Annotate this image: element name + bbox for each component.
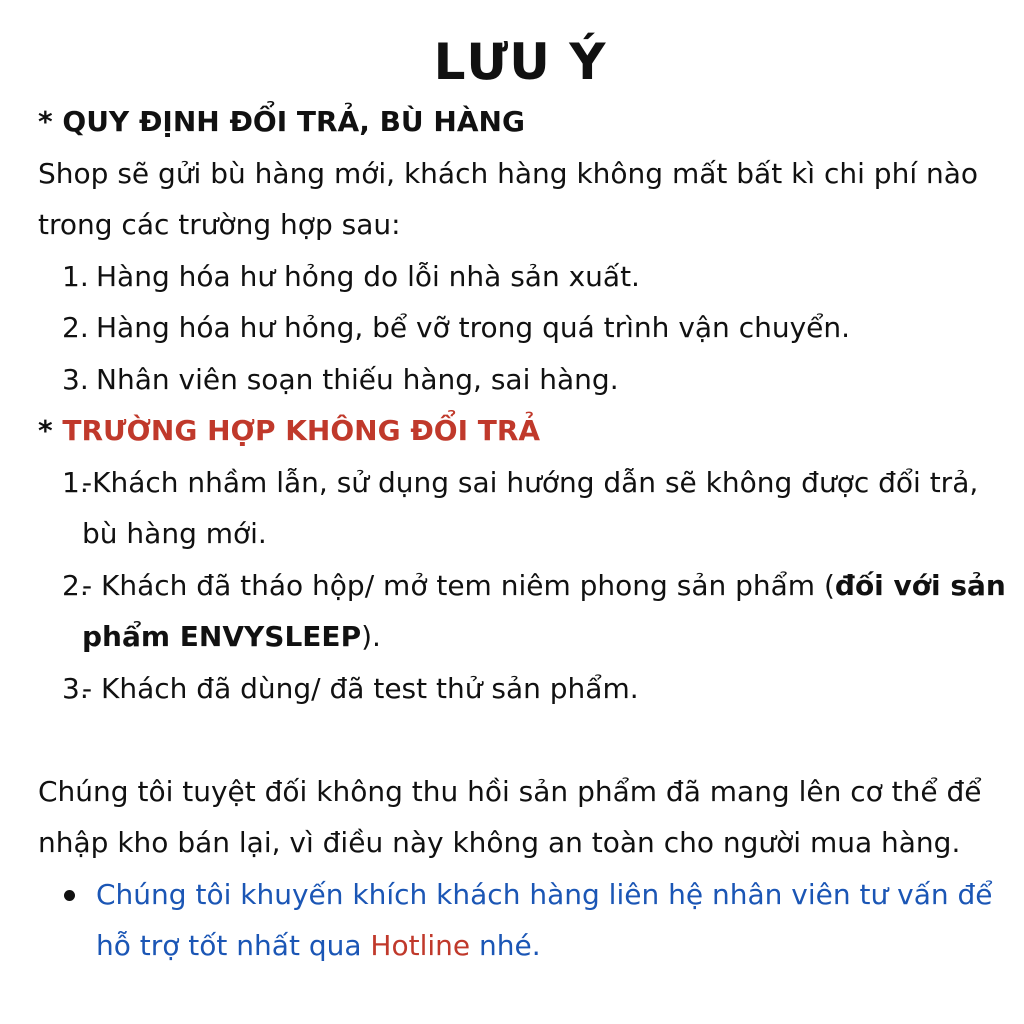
return-policy-intro: Shop sẽ gửi bù hàng mới, khách hàng không mất bất kì chi phí nào trong các trường hợp sau: <box>38 156 979 241</box>
list-item-text: Nhân viên soạn thiếu hàng, sai hàng. <box>96 362 619 396</box>
list-item <box>38 560 1008 663</box>
list-number: 3. <box>62 362 89 396</box>
list-number: 1. <box>62 465 89 499</box>
list-number: 3. <box>62 671 89 705</box>
contact-text-start: Chúng tôi khuyến khích khách hàng liên hệ nhân viên tư vấn để hỗ trợ tốt nhất qua <box>96 877 993 962</box>
spacer <box>38 714 1008 766</box>
list-item <box>38 251 1008 303</box>
contact-bullet-list <box>38 869 1008 972</box>
list-item <box>38 869 1008 972</box>
list-item-text-end: ). <box>361 620 381 653</box>
list-item-text: -Khách nhầm lẫn, sử dụng sai hướng dẫn sẽ không được đổi trả, bù hàng mới. <box>82 465 979 550</box>
list-item-text: Hàng hóa hư hỏng, bể vỡ trong quá trình vận chuyển. <box>96 311 851 344</box>
hotline-link[interactable]: Hotline <box>370 929 471 962</box>
list-item-text: Hàng hóa hư hỏng do lỗi nhà sản xuất. <box>96 259 640 293</box>
safety-paragraph: Chúng tôi tuyệt đối không thu hồi sản phẩm đã mang lên cơ thể để nhập kho bán lại, vì điều này không an toàn cho người mua hàng. <box>38 774 982 859</box>
list-item <box>38 302 1008 354</box>
list-item <box>38 354 1008 406</box>
list-item <box>38 457 1008 560</box>
heading-accent-text: TRƯỜNG HỢP KHÔNG ĐỔI TRẢ <box>62 414 541 447</box>
list-number: 2. <box>62 311 89 344</box>
list-item-bold-text: đối với sản phẩm ENVYSLEEP <box>82 568 1006 653</box>
return-cases-list <box>38 251 1008 406</box>
list-item-text-start: - Khách đã tháo hộp/ mở tem niêm phong sản phẩm ( <box>82 568 835 602</box>
list-item <box>38 663 1008 715</box>
bullet-dot-icon <box>64 890 75 901</box>
heading-prefix: * <box>38 414 63 447</box>
section-heading-return-policy: * QUY ĐỊNH ĐỔI TRẢ, BÙ HÀNG <box>38 105 525 138</box>
page-title: LƯU Ý <box>433 33 607 91</box>
contact-text-end: nhé. <box>470 929 541 962</box>
section-heading-no-return <box>38 405 1008 457</box>
no-return-cases-list <box>38 457 1008 715</box>
list-item-text: - Khách đã dùng/ đã test thử sản phẩm. <box>82 671 639 705</box>
list-number: 2. <box>62 568 89 602</box>
list-number: 1. <box>62 259 89 293</box>
list-item-text <box>82 560 1008 663</box>
notice-content <box>38 96 1008 972</box>
